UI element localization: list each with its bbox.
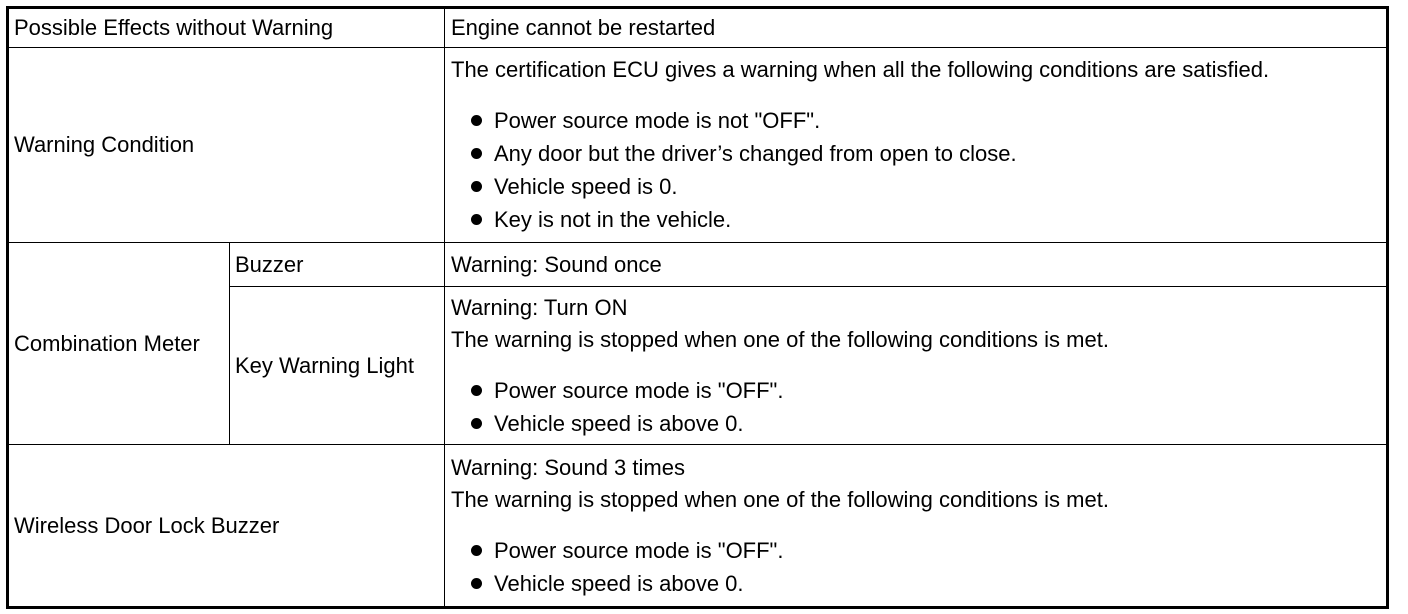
list-item-text: Power source mode is "OFF". [494,377,784,403]
key-warning-light-line1: Warning: Turn ON [451,294,628,320]
list-item [451,534,1381,567]
key-warning-light-list [451,374,1381,440]
table-row-wireless-door-lock-buzzer [8,445,1388,608]
wireless-door-lock-buzzer-label: Wireless Door Lock Buzzer [8,445,445,608]
warning-spec-table [6,6,1389,609]
warning-condition-value [445,48,1388,243]
list-item [451,170,1381,203]
bullet-icon [471,578,482,589]
warning-condition-list [451,104,1381,236]
list-item-text: Power source mode is not "OFF". [494,108,821,133]
bullet-icon [471,385,482,396]
possible-effects-value: Engine cannot be restarted [445,8,1388,48]
list-item [451,137,1381,170]
table-row-possible-effects [8,8,1388,48]
list-item [451,407,1381,440]
combination-meter-label: Combination Meter [8,243,230,445]
buzzer-value: Warning: Sound once [445,243,1388,287]
bullet-icon [471,115,482,126]
list-item [451,203,1381,236]
wireless-door-lock-buzzer-value [445,445,1388,608]
bullet-icon [471,181,482,192]
wireless-door-lock-buzzer-line1: Warning: Sound 3 times [451,454,685,480]
list-item-text: Vehicle speed is 0. [494,174,678,199]
list-item [451,567,1381,600]
list-item-text: Any door but the driver’s changed from open to close. [494,141,1017,166]
bullet-icon [471,418,482,429]
key-warning-light-line2: The warning is stopped when one of the following conditions is met. [451,326,1109,352]
list-item-text: Vehicle speed is above 0. [494,410,744,436]
warning-condition-intro: The certification ECU gives a warning when all the following conditions are satisfied. [451,57,1270,82]
wireless-door-lock-buzzer-list [451,534,1381,600]
bullet-icon [471,214,482,225]
possible-effects-label: Possible Effects without Warning [8,8,445,48]
list-item-text: Key is not in the vehicle. [494,207,732,232]
bullet-icon [471,545,482,556]
table-row-buzzer [8,243,1388,287]
bullet-icon [471,148,482,159]
list-item [451,104,1381,137]
buzzer-label: Buzzer [230,243,445,287]
key-warning-light-value [445,287,1388,445]
table-row-warning-condition [8,48,1388,243]
list-item-text: Power source mode is "OFF". [494,537,784,563]
list-item-text: Vehicle speed is above 0. [494,570,744,596]
list-item [451,374,1381,407]
warning-condition-label: Warning Condition [8,48,445,243]
wireless-door-lock-buzzer-line2: The warning is stopped when one of the following conditions is met. [451,486,1109,512]
key-warning-light-label: Key Warning Light [230,287,445,445]
